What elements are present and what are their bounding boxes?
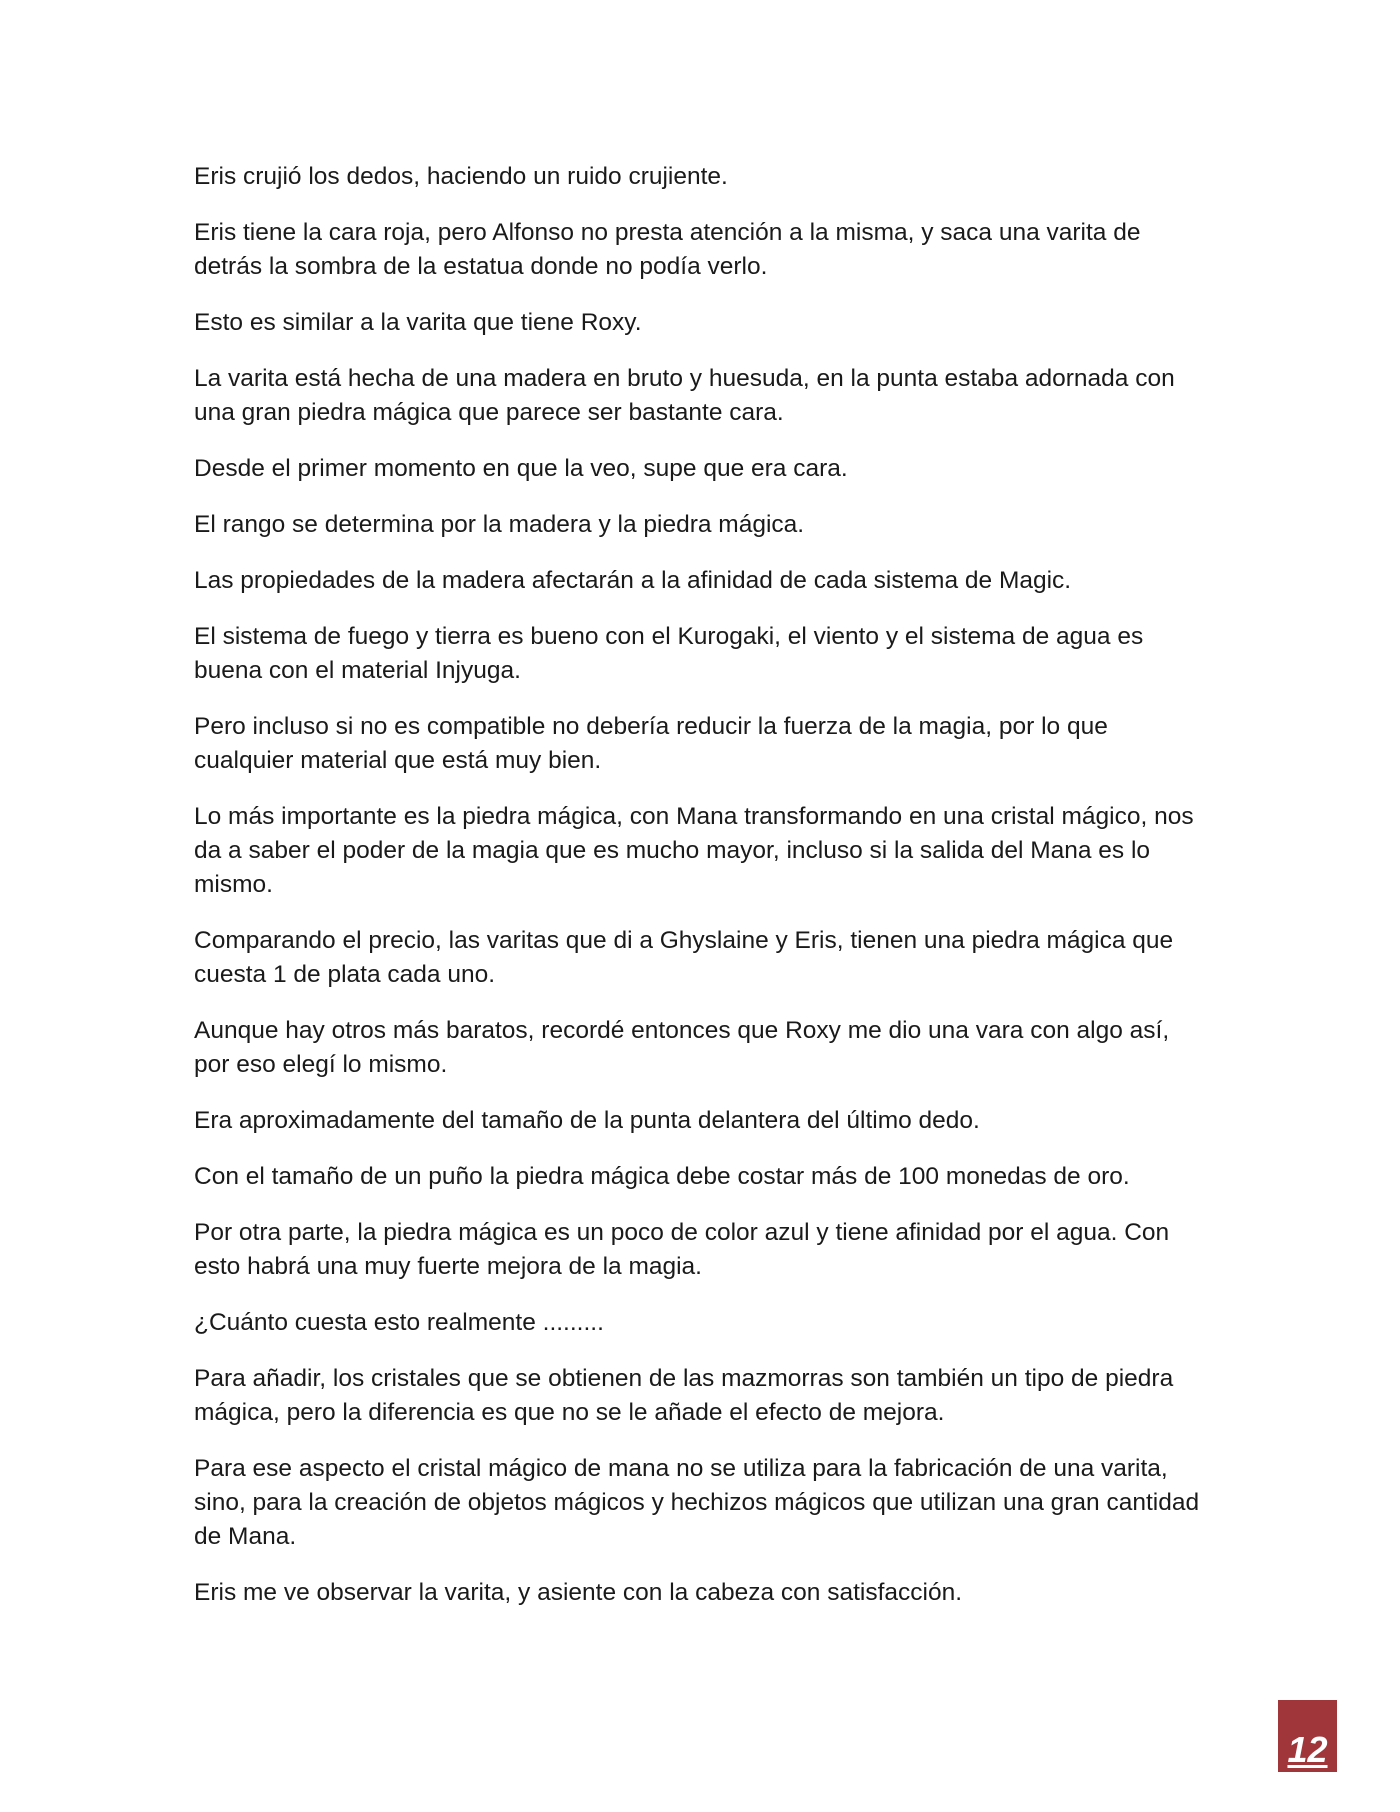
- paragraph: Lo más importante es la piedra mágica, con Mana transformando en una cristal mágico, nos da a saber el poder de la magia que es mucho mayor, incluso si la salida del Mana es lo mismo.: [194, 803, 1194, 898]
- paragraph: ¿Cuánto cuesta esto realmente .........: [194, 1309, 604, 1336]
- paragraph: Aunque hay otros más baratos, recordé entonces que Roxy me dio una vara con algo así, por eso elegí lo mismo.: [194, 1017, 1170, 1078]
- paragraph: Eris tiene la cara roja, pero Alfonso no presta atención a la misma, y saca una varita de detrás la sombra de la estatua donde no podía verlo.: [194, 219, 1141, 280]
- paragraph: El rango se determina por la madera y la piedra mágica.: [194, 511, 805, 538]
- paragraph: Para añadir, los cristales que se obtienen de las mazmorras son también un tipo de piedra mágica, pero la diferencia es que no se le añade el efecto de mejora.: [194, 1365, 1174, 1426]
- paragraph: Desde el primer momento en que la veo, supe que era cara.: [194, 455, 848, 482]
- paragraph: Las propiedades de la madera afectarán a la afinidad de cada sistema de Magic.: [194, 567, 1072, 594]
- paragraph: Era aproximadamente del tamaño de la punta delantera del último dedo.: [194, 1107, 980, 1134]
- paragraph: Comparando el precio, las varitas que di a Ghyslaine y Eris, tienen una piedra mágica que cuesta 1 de plata cada uno.: [194, 927, 1174, 988]
- page-number-badge: [1278, 1700, 1337, 1772]
- paragraph: Con el tamaño de un puño la piedra mágica debe costar más de 100 monedas de oro.: [194, 1163, 1130, 1190]
- page-body: [194, 160, 1204, 1632]
- paragraph: El sistema de fuego y tierra es bueno con el Kurogaki, el viento y el sistema de agua es buena con el material Injyuga.: [194, 623, 1144, 684]
- paragraph: La varita está hecha de una madera en bruto y huesuda, en la punta estaba adornada con una gran piedra mágica que parece ser bastante cara.: [194, 365, 1175, 426]
- paragraph: Eris me ve observar la varita, y asiente con la cabeza con satisfacción.: [194, 1579, 963, 1606]
- paragraph: Pero incluso si no es compatible no debería reducir la fuerza de la magia, por lo que cualquier material que está muy bien.: [194, 713, 1108, 774]
- page-number: 12: [1287, 1729, 1328, 1770]
- paragraph: Por otra parte, la piedra mágica es un poco de color azul y tiene afinidad por el agua. Con esto habrá una muy fuerte mejora de la magia.: [194, 1219, 1170, 1280]
- paragraph: Eris crujió los dedos, haciendo un ruido crujiente.: [194, 163, 728, 190]
- paragraph: Para ese aspecto el cristal mágico de mana no se utiliza para la fabricación de una varita, sino, para la creación de objetos mágicos y hechizos mágicos que utilizan una gran cantidad de Mana.: [194, 1455, 1200, 1550]
- paragraph: Esto es similar a la varita que tiene Roxy.: [194, 309, 642, 336]
